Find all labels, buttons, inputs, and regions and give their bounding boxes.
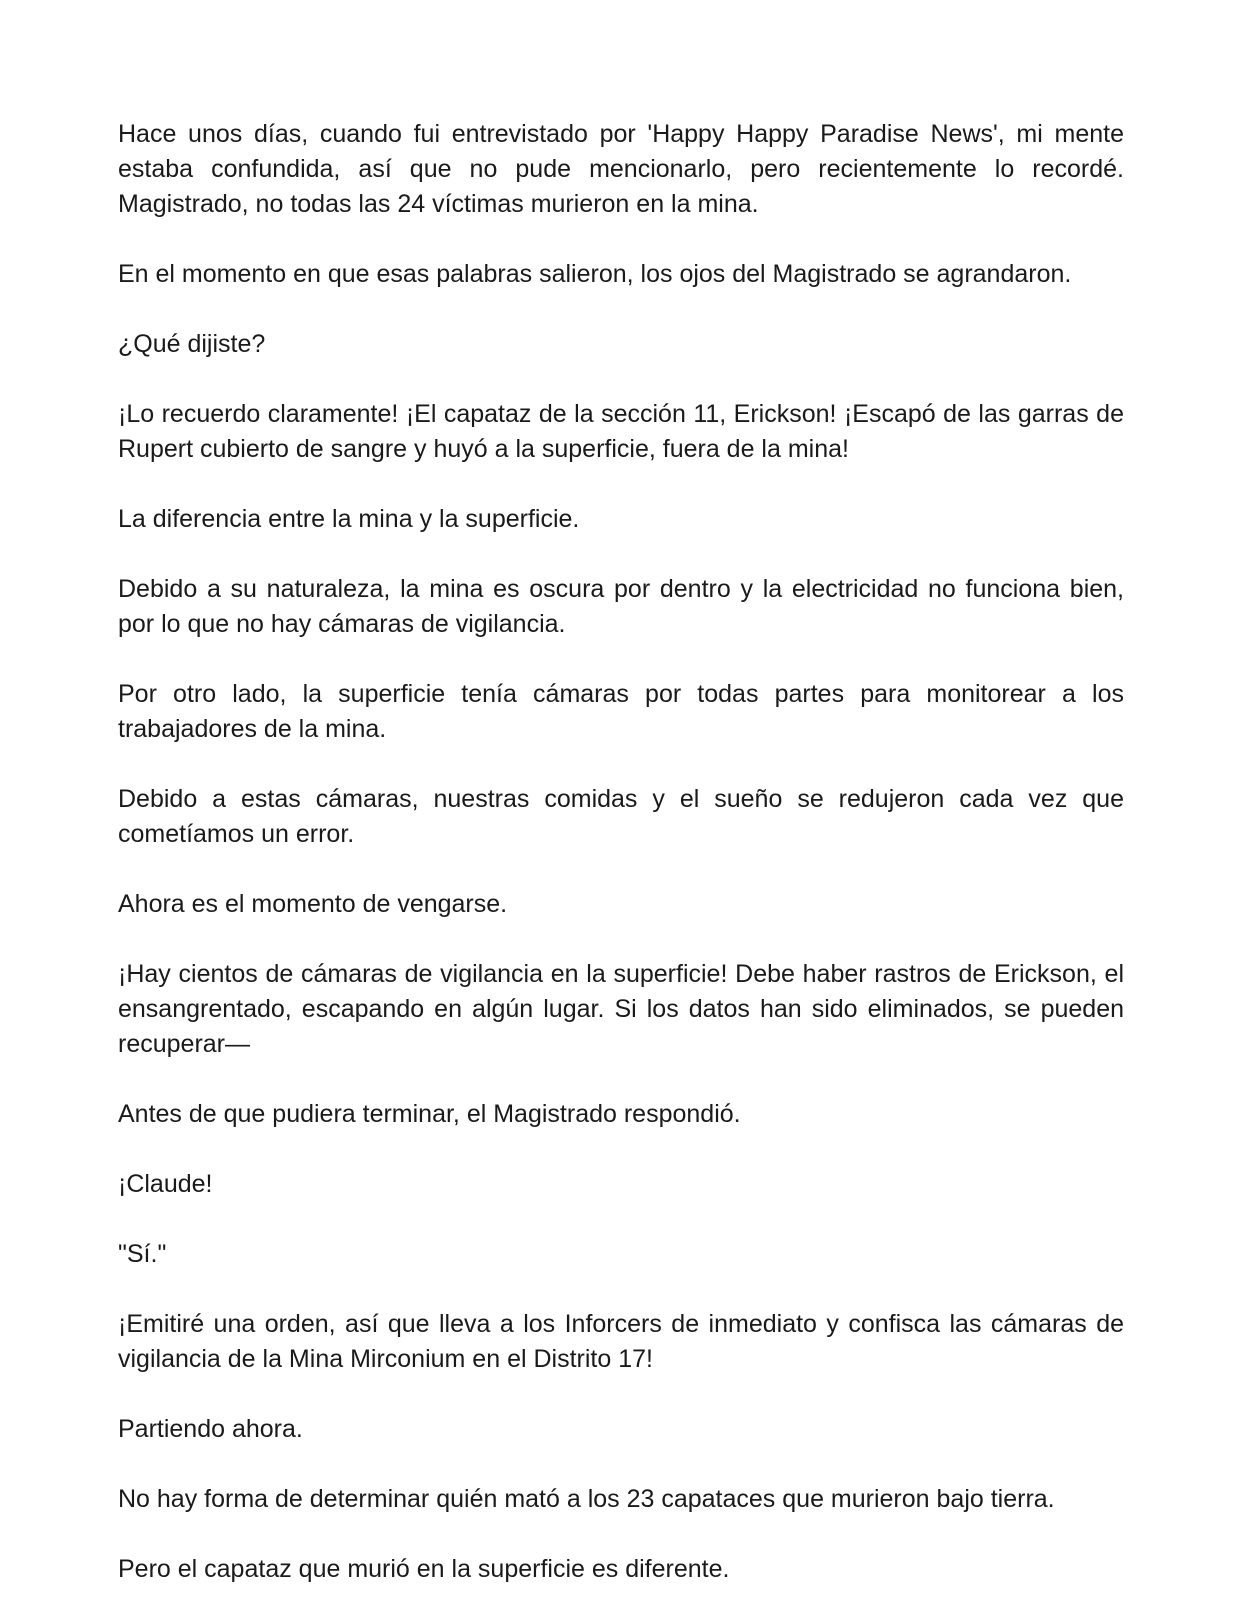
- paragraph-13: "Sí.": [118, 1240, 167, 1268]
- paragraph-14: ¡Emitiré una orden, así que lleva a los Inforcers de inmediato y confisca las cámaras de vigilancia de la Mina Mirconium en el Distrito 17!: [118, 1310, 1124, 1373]
- paragraph-16: No hay forma de determinar quién mató a los 23 capataces que murieron bajo tierra.: [118, 1485, 1055, 1513]
- paragraph-3: ¿Qué dijiste?: [118, 330, 266, 358]
- paragraph-17: Pero el capataz que murió en la superficie es diferente.: [118, 1555, 730, 1583]
- paragraph-12: ¡Claude!: [118, 1170, 213, 1198]
- paragraph-1: Hace unos días, cuando fui entrevistado por 'Happy Happy Paradise News', mi mente estaba confundida, así que no pude mencionarlo, pero recientemente lo recordé. Magistrado, no todas las 24 víctimas murieron en la mina.: [118, 120, 1124, 218]
- paragraph-2: En el momento en que esas palabras salieron, los ojos del Magistrado se agrandaron.: [118, 260, 1072, 288]
- paragraph-15: Partiendo ahora.: [118, 1415, 303, 1443]
- paragraph-6: Debido a su naturaleza, la mina es oscura por dentro y la electricidad no funciona bien, por lo que no hay cámaras de vigilancia.: [118, 575, 1124, 638]
- document-body: [118, 117, 1124, 1587]
- paragraph-9: Ahora es el momento de vengarse.: [118, 890, 508, 918]
- paragraph-4: ¡Lo recuerdo claramente! ¡El capataz de la sección 11, Erickson! ¡Escapó de las garras de Rupert cubierto de sangre y huyó a la superficie, fuera de la mina!: [118, 400, 1124, 463]
- paragraph-7: Por otro lado, la superficie tenía cámaras por todas partes para monitorear a los trabajadores de la mina.: [118, 680, 1124, 743]
- paragraph-5: La diferencia entre la mina y la superficie.: [118, 505, 580, 533]
- paragraph-8: Debido a estas cámaras, nuestras comidas y el sueño se redujeron cada vez que cometíamos un error.: [118, 785, 1124, 848]
- paragraph-10: ¡Hay cientos de cámaras de vigilancia en la superficie! Debe haber rastros de Erickson, el ensangrentado, escapando en algún lugar. Si los datos han sido eliminados, se pueden recuperar—: [118, 960, 1124, 1058]
- paragraph-11: Antes de que pudiera terminar, el Magistrado respondió.: [118, 1100, 741, 1128]
